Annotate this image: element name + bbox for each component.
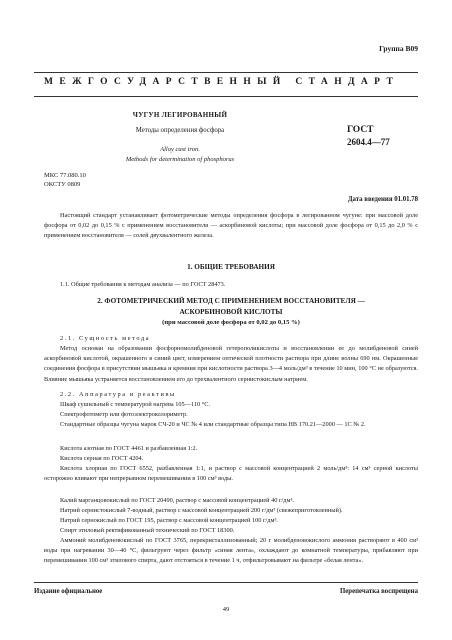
footer-official-edition: Издание официальное [34,588,103,595]
reagent-item: Калий марганцовокислый по ГОСТ 20490, раствор с массовой концентрацией 40 г/дм³. [60,497,294,504]
okstu-code: ОКСТУ 0809 [44,181,81,188]
reagent-item: Натрий сернокислый по ГОСТ 195, раствор с массовой концентрацией 100 г/дм³. [60,517,278,524]
document-subtitle: Методы определения фосфора [135,127,225,134]
apparatus-item: Стандартные образцы чугуна марок СЧ-20 и ЧС № 4 или стандартные образцы типа НВ 170.21—2000 — 1С № 2. [60,421,366,428]
banner-rule [34,96,418,97]
mks-code: МКС 77.080.10 [44,172,86,179]
group-label: Группа В09 [379,44,418,53]
reagent-item: Аммоний молибденовокислый по ГОСТ 3765, перекристаллизованный; 20 г молибденовокислого аммония растворяют в 400 см³ воды при нагревании 30—40 °С, фильтруют через фильтр «синяя лента», охлаждают до комнатной температуры, прибавляют при перемешивании 100 см³ этилового спирта, дают отстояться в течение 1 ч, отфильтровывают на фильтре «белая лента». [44,537,418,565]
reagent-item: Натрий сернистокислый 7-водный, раствор с массовой концентрацией 200 г/дм³ (свежеприготовленный). [60,507,343,514]
gost-label: ГОСТ [347,125,374,135]
standard-banner: МЕЖГОСУДАРСТВЕННЫЙ СТАНДАРТ [44,77,400,87]
section1-text: 1.1. Общие требования к методам анализа — по ГОСТ 28473. [60,281,226,288]
document-title: ЧУГУН ЛЕГИРОВАННЫЙ [132,111,228,119]
footer-reprint-prohibited: Перепечатка воспрещена [340,588,418,595]
paragraph-2-1-text: Метод основан на образовании фосфорномолибденовой гетерополикислоты и восстановлении ее до молибденовой синей аскорбиновой кислотой, окрашенного в синий цвет, измерением оптической плотности раствора при длине волны 690 нм. Окрашенные соединения фосфора в присутствии мышьяка и кремния при кислотности раствора 3—4 моль/дм³ в течение 10 мин, 100 °С не образуются. Влияние мышьяка устраняется восстановлением его до трехвалентного сернистокислым натрием. [44,345,418,383]
english-title-line1: Alloy cast iron. [160,146,200,153]
section1-heading: 1. ОБЩИЕ ТРЕБОВАНИЯ [187,263,275,271]
top-rule [34,72,418,73]
section2-heading-line2: АСКОРБИНОВОЙ КИСЛОТЫ [179,308,283,316]
page-number: 49 [222,606,230,613]
footer-rule [34,582,418,583]
section2-subheading: (при массовой доле фосфора от 0,02 до 0,15 %) [162,319,300,326]
english-title-line2: Methods for determination of phosphorus [125,156,235,163]
reagent-item: Кислота азотная по ГОСТ 4461 и разбавленная 1:2. [60,445,198,452]
paragraph-2-2-label: 2.2. Аппаратура и реактивы [60,391,176,398]
reagent-item: Кислота хлорная по ГОСТ 6552, разбавленная 1:1, и раствор с массовой концентрацией 2 моль/дм³: 14 см³ серной кислоты осторожно вливают при непрерывном перемешивании в 100 см³ воды. [44,465,418,483]
apparatus-item: Спектрофотометр или фотоэлектроколориметр. [60,411,188,418]
date-of-introduction: Дата введения 01.01.78 [347,196,418,203]
reagent-item: Спирт этиловый ректификованный технический по ГОСТ 18300. [60,527,235,534]
reagent-item: Кислота серная по ГОСТ 4204. [60,455,144,462]
section2-heading-line1: 2. ФОТОМЕТРИЧЕСКИЙ МЕТОД С ПРИМЕНЕНИЕМ ВОССТАНОВИТЕЛЯ — [97,297,365,305]
intro-paragraph: Настоящий стандарт устанавливает фотометрические методы определения фосфора в легированном чугуне: при массовой доле фосфора от 0,02 до 0,15 % с применением восстановителя — аскорбиновой кислоты; при массовой доле фосфора от 0,15 до 2,0 % с применением восстановителя — солей двухвалентного железа. [44,212,418,240]
gost-number: 2604.4—77 [347,137,390,147]
apparatus-item: Шкаф сушильный с температурой нагрева 105—110 °С. [60,401,211,408]
paragraph-2-1-label: 2.1. Сущность метода [60,335,151,342]
